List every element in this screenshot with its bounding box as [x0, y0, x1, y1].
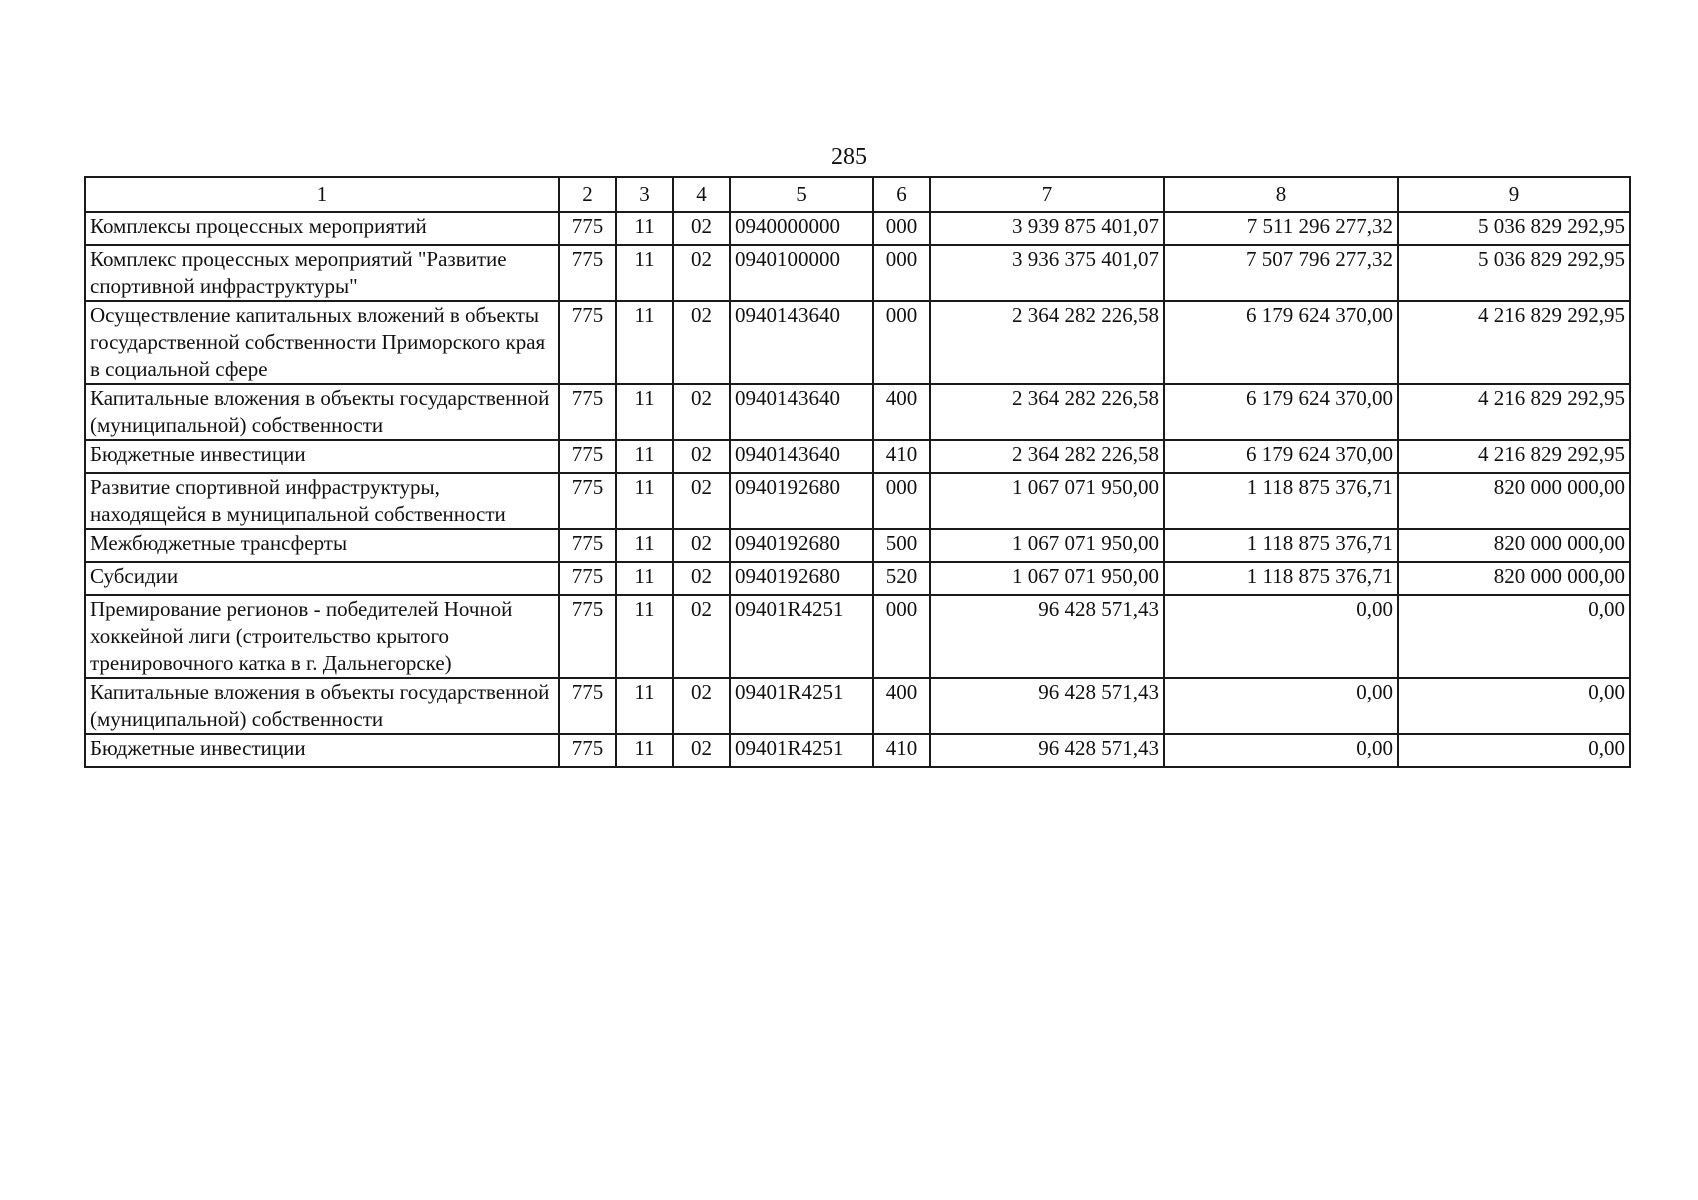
pr-cell: 02 [673, 473, 730, 529]
amount-cell: 6 179 624 370,00 [1164, 301, 1398, 384]
amount-cell: 96 428 571,43 [930, 734, 1164, 767]
pr-cell: 02 [673, 384, 730, 440]
header-cell: 8 [1164, 177, 1398, 212]
amount-cell: 4 216 829 292,95 [1398, 440, 1630, 473]
expense-type-cell: 000 [873, 245, 930, 301]
gr-cell: 775 [559, 440, 616, 473]
amount-cell: 2 364 282 226,58 [930, 384, 1164, 440]
gr-cell: 775 [559, 473, 616, 529]
header-cell: 4 [673, 177, 730, 212]
amount-cell: 5 036 829 292,95 [1398, 245, 1630, 301]
gr-cell: 775 [559, 595, 616, 678]
gr-cell: 775 [559, 529, 616, 562]
target-code-cell: 0940000000 [730, 212, 873, 245]
row-name-cell: Бюджетные инвестиции [85, 734, 559, 767]
target-code-cell: 0940192680 [730, 562, 873, 595]
amount-cell: 820 000 000,00 [1398, 473, 1630, 529]
rz-cell: 11 [616, 473, 673, 529]
gr-cell: 775 [559, 384, 616, 440]
rz-cell: 11 [616, 734, 673, 767]
table-row [85, 384, 1630, 440]
amount-cell: 0,00 [1398, 678, 1630, 734]
amount-cell: 1 067 071 950,00 [930, 562, 1164, 595]
amount-cell: 3 939 875 401,07 [930, 212, 1164, 245]
expense-type-cell: 410 [873, 440, 930, 473]
pr-cell: 02 [673, 734, 730, 767]
expense-type-cell: 410 [873, 734, 930, 767]
row-name-cell: Комплексы процессных мероприятий [85, 212, 559, 245]
amount-cell: 820 000 000,00 [1398, 529, 1630, 562]
table-row [85, 734, 1630, 767]
table-header-row [85, 177, 1630, 212]
row-name-cell: Капитальные вложения в объекты государственной (муниципальной) собственности [85, 384, 559, 440]
gr-cell: 775 [559, 734, 616, 767]
header-cell: 7 [930, 177, 1164, 212]
target-code-cell: 09401R4251 [730, 595, 873, 678]
table-row [85, 678, 1630, 734]
amount-cell: 1 118 875 376,71 [1164, 562, 1398, 595]
amount-cell: 96 428 571,43 [930, 678, 1164, 734]
header-cell: 2 [559, 177, 616, 212]
table-row [85, 245, 1630, 301]
gr-cell: 775 [559, 562, 616, 595]
gr-cell: 775 [559, 212, 616, 245]
target-code-cell: 0940143640 [730, 440, 873, 473]
expense-type-cell: 000 [873, 301, 930, 384]
header-cell: 5 [730, 177, 873, 212]
amount-cell: 0,00 [1164, 734, 1398, 767]
amount-cell: 1 067 071 950,00 [930, 473, 1164, 529]
row-name-cell: Премирование регионов - победителей Ночной хоккейной лиги (строительство крытого тренировочного катка в г. Дальнегорске) [85, 595, 559, 678]
target-code-cell: 0940192680 [730, 529, 873, 562]
table-row [85, 595, 1630, 678]
header-cell: 6 [873, 177, 930, 212]
amount-cell: 5 036 829 292,95 [1398, 212, 1630, 245]
pr-cell: 02 [673, 440, 730, 473]
rz-cell: 11 [616, 562, 673, 595]
rz-cell: 11 [616, 245, 673, 301]
amount-cell: 2 364 282 226,58 [930, 301, 1164, 384]
budget-table [84, 176, 1631, 768]
target-code-cell: 09401R4251 [730, 734, 873, 767]
amount-cell: 7 507 796 277,32 [1164, 245, 1398, 301]
amount-cell: 1 118 875 376,71 [1164, 529, 1398, 562]
row-name-cell: Комплекс процессных мероприятий "Развитие спортивной инфраструктуры" [85, 245, 559, 301]
target-code-cell: 0940100000 [730, 245, 873, 301]
rz-cell: 11 [616, 529, 673, 562]
pr-cell: 02 [673, 301, 730, 384]
table-row [85, 562, 1630, 595]
expense-type-cell: 400 [873, 678, 930, 734]
amount-cell: 0,00 [1398, 595, 1630, 678]
expense-type-cell: 400 [873, 384, 930, 440]
rz-cell: 11 [616, 301, 673, 384]
expense-type-cell: 000 [873, 212, 930, 245]
pr-cell: 02 [673, 678, 730, 734]
row-name-cell: Развитие спортивной инфраструктуры, находящейся в муниципальной собственности [85, 473, 559, 529]
amount-cell: 4 216 829 292,95 [1398, 301, 1630, 384]
table-row [85, 473, 1630, 529]
pr-cell: 02 [673, 529, 730, 562]
target-code-cell: 09401R4251 [730, 678, 873, 734]
amount-cell: 6 179 624 370,00 [1164, 440, 1398, 473]
pr-cell: 02 [673, 212, 730, 245]
target-code-cell: 0940143640 [730, 301, 873, 384]
amount-cell: 0,00 [1164, 678, 1398, 734]
amount-cell: 1 118 875 376,71 [1164, 473, 1398, 529]
header-cell: 3 [616, 177, 673, 212]
table-row [85, 529, 1630, 562]
page-number: 285 [831, 144, 867, 170]
amount-cell: 4 216 829 292,95 [1398, 384, 1630, 440]
amount-cell: 3 936 375 401,07 [930, 245, 1164, 301]
table-row [85, 212, 1630, 245]
row-name-cell: Бюджетные инвестиции [85, 440, 559, 473]
row-name-cell: Капитальные вложения в объекты государственной (муниципальной) собственности [85, 678, 559, 734]
gr-cell: 775 [559, 301, 616, 384]
target-code-cell: 0940143640 [730, 384, 873, 440]
table-row [85, 440, 1630, 473]
expense-type-cell: 000 [873, 473, 930, 529]
amount-cell: 820 000 000,00 [1398, 562, 1630, 595]
amount-cell: 0,00 [1164, 595, 1398, 678]
gr-cell: 775 [559, 678, 616, 734]
amount-cell: 1 067 071 950,00 [930, 529, 1164, 562]
header-cell: 9 [1398, 177, 1630, 212]
rz-cell: 11 [616, 595, 673, 678]
gr-cell: 775 [559, 245, 616, 301]
header-cell: 1 [85, 177, 559, 212]
amount-cell: 7 511 296 277,32 [1164, 212, 1398, 245]
table-body [85, 212, 1630, 767]
rz-cell: 11 [616, 440, 673, 473]
target-code-cell: 0940192680 [730, 473, 873, 529]
table-row [85, 301, 1630, 384]
rz-cell: 11 [616, 212, 673, 245]
amount-cell: 2 364 282 226,58 [930, 440, 1164, 473]
expense-type-cell: 520 [873, 562, 930, 595]
amount-cell: 96 428 571,43 [930, 595, 1164, 678]
pr-cell: 02 [673, 595, 730, 678]
pr-cell: 02 [673, 562, 730, 595]
row-name-cell: Субсидии [85, 562, 559, 595]
expense-type-cell: 000 [873, 595, 930, 678]
row-name-cell: Осуществление капитальных вложений в объекты государственной собственности Приморского края в социальной сфере [85, 301, 559, 384]
pr-cell: 02 [673, 245, 730, 301]
rz-cell: 11 [616, 384, 673, 440]
expense-type-cell: 500 [873, 529, 930, 562]
row-name-cell: Межбюджетные трансферты [85, 529, 559, 562]
amount-cell: 0,00 [1398, 734, 1630, 767]
amount-cell: 6 179 624 370,00 [1164, 384, 1398, 440]
rz-cell: 11 [616, 678, 673, 734]
